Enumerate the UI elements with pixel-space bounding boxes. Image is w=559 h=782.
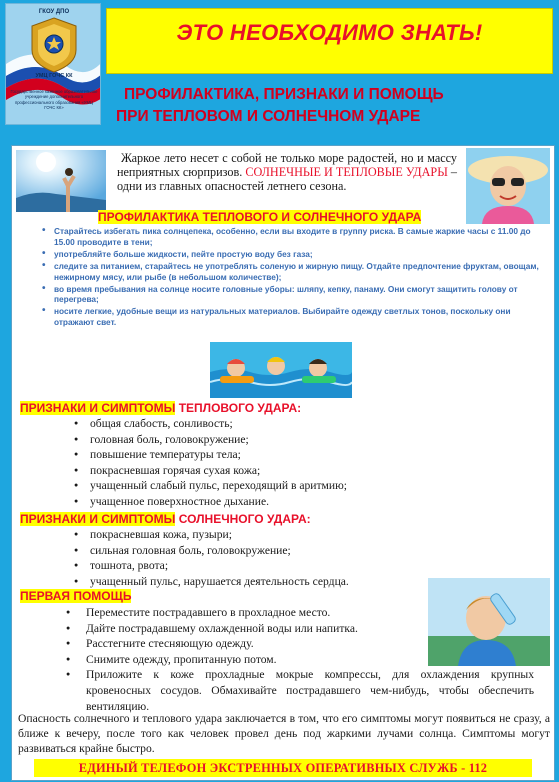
prevention-list: [46, 226, 546, 329]
sun-person-photo: [16, 150, 106, 212]
sun-symptom: ● тошнота, рвота;: [74, 558, 349, 574]
content-panel: [11, 145, 555, 781]
first-aid-step: ● Приложите к коже прохладные мокрые компрессы, для охлаждения крупных кровеносных сосудов. Обмахивайте пострадавшего чем-нибудь, чтобы обеспечить вентиляцию.: [64, 667, 534, 714]
sun-heading-rest: СОЛНЕЧНОГО УДАРА:: [175, 512, 311, 526]
heat-symptom: ● учащенное поверхностное дыхание.: [74, 494, 347, 510]
first-aid-heading: [20, 589, 131, 604]
organization-logo: [5, 3, 101, 125]
intro-paragraph: [117, 151, 457, 194]
first-aid-list: [64, 605, 534, 714]
heat-stroke-heading: [20, 401, 301, 416]
girl-in-hat-photo: [466, 148, 550, 224]
prevention-item: • Старайтесь избегать пика солнцепека, особенно, если вы входите в группу риска. В самые жаркие часы с 11.00 до 15.00 проводите в тени;: [46, 226, 546, 248]
emergency-phone-text: ЕДИНЫЙ ТЕЛЕФОН ЭКСТРЕННЫХ ОПЕРАТИВНЫХ СЛУЖБ - 112: [78, 761, 488, 775]
sun-symptom: ● покрасневшая кожа, пузыри;: [74, 527, 349, 543]
first-aid-heading-text: ПЕРВАЯ ПОМОЩЬ: [20, 589, 132, 603]
prevention-item: • следите за питанием, старайтесь не употреблять соленую и жирную пищу. Отдайте предпочтение фруктам, овощам, нежирному мясу, или рыбе (в небольшом количестве);: [46, 261, 546, 283]
emergency-phone-bar: [34, 759, 532, 777]
prevention-item: • употребляйте больше жидкости, пейте простую воду без газа;: [46, 249, 546, 260]
intro-text-start: Жаркое лето несет с собой не только море радостей, но и массу неприятных сюрпризов.: [117, 151, 457, 180]
heat-symptom: ● головная боль, головокружение;: [74, 432, 347, 448]
sun-symptom: ● сильная головная боль, головокружение;: [74, 543, 349, 559]
heat-symptom: ● покрасневшая горячая сухая кожа;: [74, 463, 347, 479]
banner-title: ЭТО НЕОБХОДИМО ЗНАТЬ!: [176, 20, 483, 45]
sun-heading-highlight: ПРИЗНАКИ И СИМПТОМЫ: [20, 512, 176, 526]
prevention-heading: [98, 210, 421, 225]
first-aid-step: ● Снимите одежду, пропитанную потом.: [64, 652, 424, 668]
heat-symptom: ● общая слабость, сонливость;: [74, 416, 347, 432]
intro-highlight: СОЛНЕЧНЫЕ И ТЕПЛОВЫЕ УДАРЫ: [245, 165, 448, 180]
sun-stroke-heading: [20, 512, 311, 527]
heat-symptom: ● повышение температуры тела;: [74, 447, 347, 463]
subtitle-line-2: ПРИ ТЕПЛОВОМ И СОЛНЕЧНОМ УДАРЕ: [116, 108, 421, 125]
first-aid-step: ● Расстегните стесняющую одежду.: [64, 636, 424, 652]
heat-heading-highlight: ПРИЗНАКИ И СИМПТОМЫ: [20, 401, 176, 415]
heat-stroke-symptoms: [74, 416, 347, 510]
prevention-item: • во время пребывания на солнце носите головные уборы: шляпу, кепку, панаму. Они смогут защитить голову от перегрева;: [46, 284, 546, 306]
title-banner: [106, 8, 553, 74]
closing-paragraph: Опасность солнечного и теплового удара заключается в том, что его симптомы могут появиться не сразу, а ближе к вечеру, после того как человек провел день под жаркими лучами солнца. Симптомы могут развиваться крайне быстро.: [18, 712, 550, 756]
prevention-heading-rest: ТЕПЛОВОГО И СОЛНЕЧНОГО УДАРА: [199, 210, 422, 224]
subtitle-line-1: ПРОФИЛАКТИКА, ПРИЗНАКИ И ПОМОЩЬ: [124, 86, 444, 103]
sun-symptom: ● учащенный пульс, нарушается деятельность сердца.: [74, 574, 349, 590]
heat-heading-rest: ТЕПЛОВОГО УДАРА:: [175, 401, 302, 415]
first-aid-step: ● Дайте пострадавшему охлажденной воды или напитка.: [64, 621, 424, 637]
first-aid-step: ● Переместите пострадавшего в прохладное место.: [64, 605, 424, 621]
prevention-heading-highlight: ПРОФИЛАКТИКА: [98, 210, 200, 224]
prevention-item: • носите легкие, удобные вещи из натуральных материалов. Выбирайте одежду светлых тонов, поскольку они отражают свет.: [46, 306, 546, 328]
kids-swimming-photo: [210, 342, 352, 398]
logo-top-text: ГКОУ ДПО: [38, 9, 70, 15]
intro-text-end: – одни из главных опасностей летнего сезона.: [117, 165, 458, 194]
sun-stroke-symptoms: [74, 527, 349, 589]
page-subtitle: [110, 84, 550, 128]
logo-mid-text: УМЦ ГОЧС КК: [35, 73, 73, 79]
logo-caption: Государственное казенное образовательное учреждение дополнительного профессионального образования «УМЦ ГОЧС КК»: [10, 89, 98, 111]
heat-symptom: ● учащенный слабый пульс, переходящий в аритмию;: [74, 478, 347, 494]
